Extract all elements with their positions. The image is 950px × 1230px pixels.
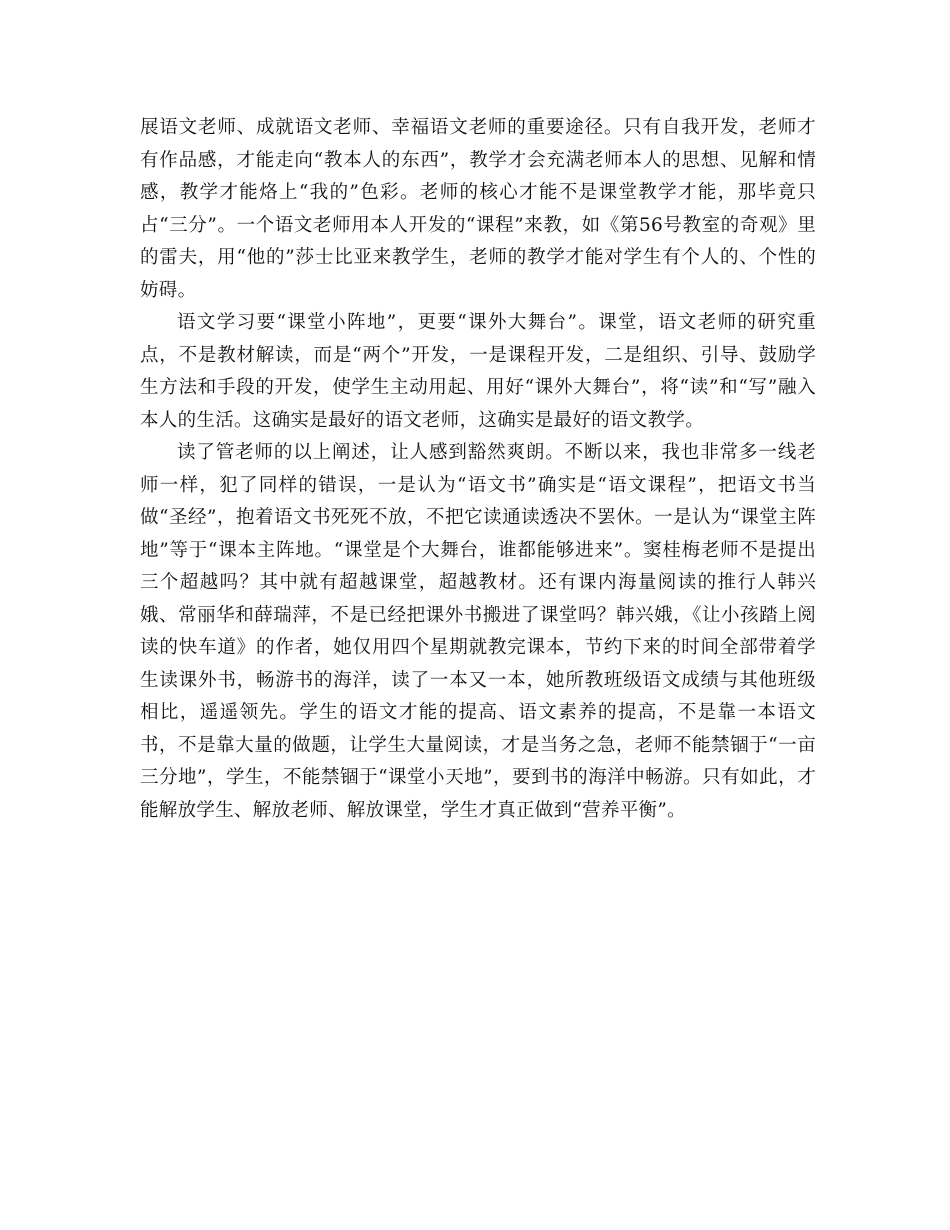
paragraph-3: 读了管老师的以上阐述，让人感到豁然爽朗。不断以来，我也非常多一线老师一样，犯了同样的错误，一是认为“语文书”确实是“语文课程”，把语文书当做“圣经”，抱着语文书死死不放，不把它读通读透决不罢休。一是认为“课堂主阵地”等于“课本主阵地。“课堂是个大舞台，谁都能够进来”。窦桂梅老师不是提出三个超越吗？其中就有超越课堂，超越教材。还有课内海量阅读的推行人韩兴娥、常丽华和薛瑞萍，不是已经把课外书搬进了课堂吗？韩兴娥，《让小孩踏上阅读的快车道》的作者，她仅用四个星期就教完课本，节约下来的时间全部带着学生读课外书，畅游书的海洋，读了一本又一本，她所教班级语文成绩与其他班级相比，遥遥领先。学生的语文才能的提高、语文素养的提高，不是靠一本语文书，不是靠大量的做题，让学生大量阅读，才是当务之急，老师不能禁锢于“一亩三分地”，学生，不能禁锢于“课堂小天地”，要到书的海洋中畅游。只有如此，才能解放学生、解放老师、解放课堂，学生才真正做到“营养平衡”。 [140, 442, 816, 821]
document-body [140, 112, 816, 827]
paragraph-2: 语文学习要“课堂小阵地”，更要“课外大舞台”。课堂，语文老师的研究重点，不是教材解读，而是“两个”开发，一是课程开发，二是组织、引导、鼓励学生方法和手段的开发，使学生主动用起、用好“课外大舞台”，将“读”和“写”融入本人的生活。这确实是最好的语文老师，这确实是最好的语文教学。 [140, 312, 816, 431]
paragraph-1: 展语文老师、成就语文老师、幸福语文老师的重要途径。只有自我开发，老师才有作品感，才能走向“教本人的东西”，教学才会充满老师本人的思想、见解和情感，教学才能烙上“我的”色彩。老师的核心才能不是课堂教学才能，那毕竟只占“三分”。一个语文老师用本人开发的“课程”来教，如《第56号教室的奇观》里的雷夫，用“他的”莎士比亚来教学生，老师的教学才能对学生有个人的、个性的妨碍。 [140, 117, 816, 301]
